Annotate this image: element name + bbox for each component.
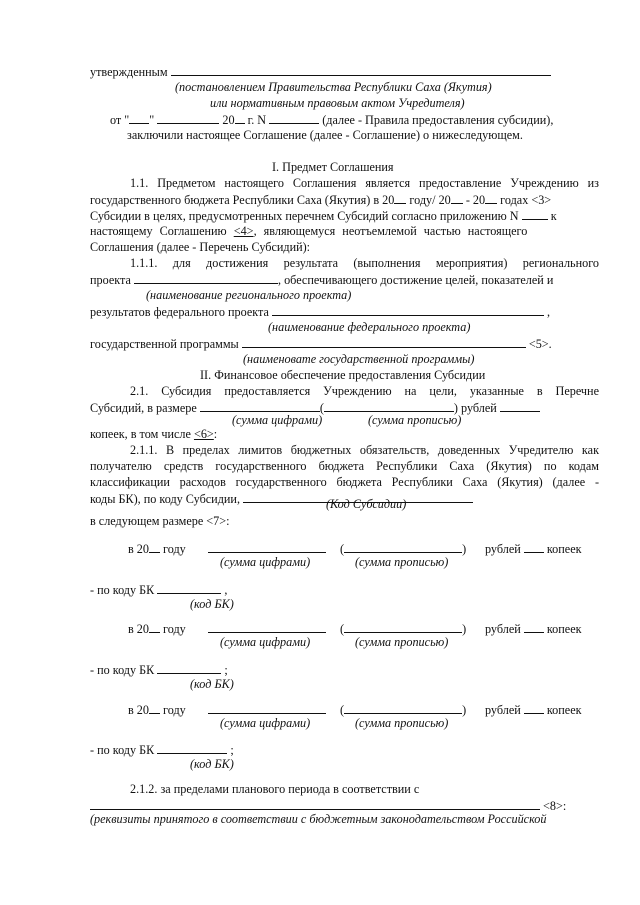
bk-label-3: - по коду БК — [90, 743, 155, 757]
s1-line-9 — [90, 304, 550, 320]
section-1-title: I. Предмет Соглашения — [272, 160, 394, 174]
blank-day — [129, 112, 149, 124]
s1-l3a: Субсидии в целях, предусмотренных перечнем Субсидий согласно приложению N — [90, 209, 519, 223]
year-label-2: году — [163, 622, 186, 636]
bk-end-3: ; — [230, 743, 234, 757]
blank-kop-2 — [524, 621, 544, 633]
blank-y3 — [485, 192, 497, 204]
blank-digits-1 — [208, 541, 326, 553]
s1-line-4 — [90, 224, 527, 239]
year-label-3: году — [163, 703, 186, 717]
s2-note-digits: (сумма цифрами) — [232, 413, 323, 427]
bk-note-1: (код БК) — [190, 597, 234, 611]
words-blank-1: ( ) — [340, 542, 467, 556]
note-words-2: (сумма прописью) — [355, 635, 449, 649]
blank-sum-words — [324, 400, 454, 412]
blank-bk-1 — [157, 582, 221, 594]
s2-note-requisites: (реквизиты принятого в соответствии с бюджетным законодательством Российской — [90, 812, 547, 826]
ref-6-link[interactable]: <6> — [193, 427, 214, 441]
s2-l7: коды БК), по коду Субсидии, — [90, 492, 240, 506]
year-prefix-2: в 20 — [128, 622, 149, 636]
words-blank-2: ( ) — [340, 622, 467, 636]
bk-label-2: - по коду БК — [90, 663, 155, 677]
blank-month — [157, 112, 219, 124]
blank-federal-project — [272, 304, 544, 316]
rub-label-2: рублей — [485, 622, 521, 636]
note-digits-3: (сумма цифрами) — [220, 716, 311, 730]
blank-digits-2 — [208, 621, 326, 633]
s1-l9a: результатов федерального проекта — [90, 305, 269, 319]
blank-kop-1 — [524, 541, 544, 553]
bk-row-1 — [90, 582, 227, 598]
blank-y1 — [394, 192, 406, 204]
blank-year — [235, 112, 245, 124]
s2-l2a: Субсидий, в размере — [90, 401, 197, 415]
s2-note-words: (сумма прописью) — [368, 413, 462, 427]
words-blank-3: ( ) — [340, 703, 467, 717]
kop-label-2: копеек — [546, 622, 582, 636]
bk-note-3: (код БК) — [190, 757, 234, 771]
blank-year-2 — [149, 621, 160, 633]
kop-label-3: копеек — [546, 703, 582, 717]
number-label: г. N — [247, 113, 267, 127]
year-row-2 — [128, 621, 186, 637]
s1-line-7 — [90, 272, 553, 288]
s1-l4b: , являющемуся неотъемлемой частью настоящего — [253, 224, 528, 238]
blank-sum-digits — [200, 400, 320, 412]
blank-kop-3 — [524, 702, 544, 714]
bk-end-2: ; — [224, 663, 228, 677]
s1-l2d: годах <3> — [500, 193, 552, 207]
bk-note-2: (код БК) — [190, 677, 234, 691]
note-words-3: (сумма прописью) — [355, 716, 449, 730]
approved-line — [90, 64, 551, 80]
s2-l3a: копеек, в том числе — [90, 427, 191, 441]
bk-end-1: , — [224, 583, 228, 597]
concluded-line: заключили настоящее Соглашение (далее - Соглашение) о нижеследующем. — [127, 128, 523, 142]
rub-kop-1 — [485, 541, 582, 557]
blank-year-3 — [149, 702, 160, 714]
s2-line-212: 2.1.2. за пределами планового периода в соответствии с — [130, 782, 420, 796]
s2-line-4: 2.1.1. В пределах лимитов бюджетных обязательств, доведенных Учредителю как — [130, 443, 599, 457]
blank-words-3 — [344, 702, 462, 714]
s2-line-1: 2.1. Субсидия предоставляется Учреждению на цели, указанные в Перечне — [130, 384, 599, 398]
blank-year-1 — [149, 541, 160, 553]
s2-line-5: получателю средств государственного бюджета Республики Саха (Якутия) по кодам — [90, 459, 599, 473]
s1-l2a: государственного бюджета Республики Саха (Якутия) в 20 — [90, 193, 395, 207]
year-prefix: 20 — [222, 113, 235, 127]
year-prefix-3: в 20 — [128, 703, 149, 717]
from-label: от " — [110, 113, 130, 127]
s1-l11a: государственной программы — [90, 337, 239, 351]
kop-label-1: копеек — [546, 542, 582, 556]
s2-line-7 — [90, 491, 473, 507]
ref-4-link[interactable]: <4> — [233, 224, 254, 238]
s1-note-federal: (наименование федерального проекта) — [268, 320, 471, 334]
note-digits-1: (сумма цифрами) — [220, 555, 311, 569]
s2-line-3 — [90, 427, 217, 442]
bk-row-3 — [90, 742, 234, 758]
bk-row-2 — [90, 662, 228, 678]
s1-note-regional: (наименование регионального проекта) — [146, 288, 352, 302]
ref-8: <8>: — [543, 799, 567, 813]
s1-line-3 — [90, 208, 557, 224]
year-row-1 — [128, 541, 186, 557]
s1-line-1: 1.1. Предметом настоящего Соглашения является предоставление Учреждению из — [130, 176, 599, 190]
s2-l3b: : — [213, 427, 218, 441]
s1-l3b: к — [550, 209, 557, 223]
approved-label: утвержденным — [90, 65, 168, 79]
s1-l7b: , обеспечивающего достижение целей, показателей и — [277, 273, 554, 287]
note-words-1: (сумма прописью) — [355, 555, 449, 569]
blank-approved — [171, 64, 551, 76]
s2-l2b: ( — [319, 401, 324, 415]
rules-text: (далее - Правила предоставления субсидии), — [322, 113, 554, 127]
s2-l2c: ) рублей — [453, 401, 497, 415]
bk-label-1: - по коду БК — [90, 583, 155, 597]
blank-number — [269, 112, 319, 124]
blank-appendix — [522, 208, 548, 220]
date-line — [110, 112, 553, 128]
rub-label-1: рублей — [485, 542, 521, 556]
s2-line-8: в следующем размере <7>: — [90, 514, 230, 528]
blank-words-2 — [344, 621, 462, 633]
s1-l9b: , — [547, 305, 551, 319]
s1-l11b: <5>. — [528, 337, 552, 351]
rub-label-3: рублей — [485, 703, 521, 717]
s1-l4a: настоящему Соглашению — [90, 224, 227, 238]
s1-line-5: Соглашения (далее - Перечень Субсидий): — [90, 240, 311, 254]
note-digits-2: (сумма цифрами) — [220, 635, 311, 649]
s1-line-6: 1.1.1. для достижения результата (выполнения мероприятия) регионального — [130, 256, 599, 270]
s2-line-6: классификации расходов государственного бюджета Республики Саха (Якутия) (далее - — [90, 475, 599, 489]
blank-y2 — [451, 192, 463, 204]
s1-note-program: (наименовате государственной программы) — [243, 352, 475, 366]
approved-note-2: или нормативным правовым актом Учредителя) — [210, 96, 465, 110]
year-row-3 — [128, 702, 186, 718]
s2-note-code: (Код Субсидии) — [326, 497, 407, 511]
year-label-1: году — [163, 542, 186, 556]
blank-kopeks — [500, 400, 540, 412]
blank-bk-3 — [157, 742, 227, 754]
s1-line-11 — [90, 336, 552, 352]
approved-note-1: (постановлением Правительства Республики Саха (Якутия) — [175, 80, 492, 94]
blank-bk-2 — [157, 662, 221, 674]
s1-line-2 — [90, 192, 551, 208]
blank-words-1 — [344, 541, 462, 553]
blank-regional-project — [134, 272, 278, 284]
s1-l2c: - 20 — [465, 193, 486, 207]
s1-l2b: году/ 20 — [409, 193, 451, 207]
blank-digits-3 — [208, 702, 326, 714]
section-2-title: II. Финансовое обеспечение предоставления Субсидии — [200, 368, 486, 382]
year-prefix-1: в 20 — [128, 542, 149, 556]
rub-kop-3 — [485, 702, 582, 718]
rub-kop-2 — [485, 621, 582, 637]
blank-state-program — [242, 336, 526, 348]
quote: " — [149, 113, 155, 127]
s1-l7a: проекта — [90, 273, 131, 287]
blank-requisites — [90, 798, 540, 810]
